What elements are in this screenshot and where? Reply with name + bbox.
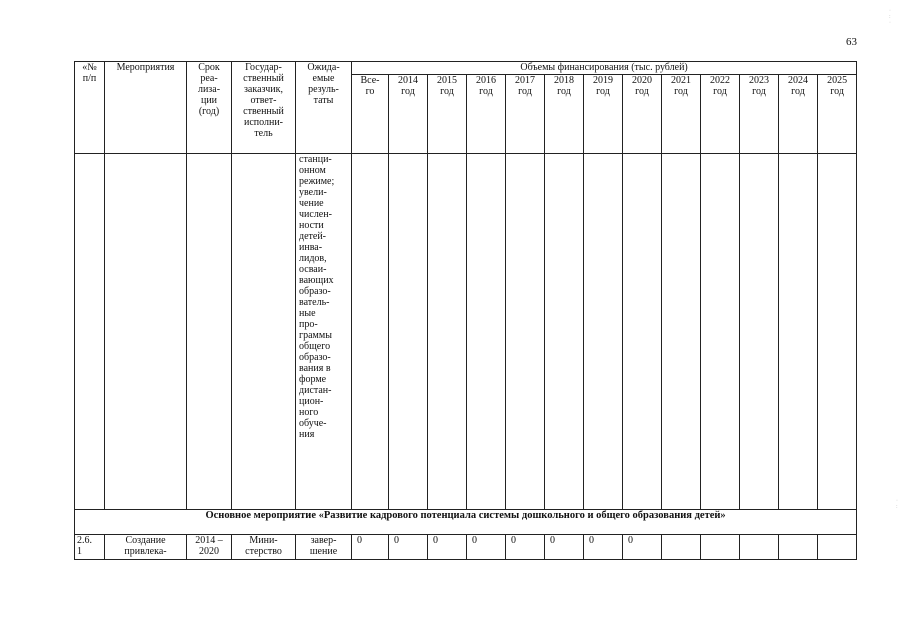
row-value: [740, 535, 779, 560]
row-customer: Мини- стерство: [232, 535, 296, 560]
empty-cell: [428, 154, 467, 510]
empty-cell: [779, 154, 818, 510]
row-value: [662, 535, 701, 560]
scan-marks: · : ·: [889, 8, 891, 26]
row-activity: Создание привлека-: [105, 535, 187, 560]
row-term: 2014 – 2020: [187, 535, 232, 560]
empty-cell: [545, 154, 584, 510]
empty-cell: [818, 154, 857, 510]
header-results: Ожида- емые резуль- таты: [296, 62, 352, 154]
row-value: 0: [545, 535, 584, 560]
header-year: 2019 год: [584, 75, 623, 154]
row-value: 0: [584, 535, 623, 560]
row-value: [818, 535, 857, 560]
header-year: 2023 год: [740, 75, 779, 154]
empty-cell: [740, 154, 779, 510]
row-value: 0: [467, 535, 506, 560]
program-table: [74, 61, 857, 560]
row-value: 0: [623, 535, 662, 560]
empty-cell: [701, 154, 740, 510]
row-value: 0: [428, 535, 467, 560]
empty-cell: [389, 154, 428, 510]
row-result: завер- шение: [296, 535, 352, 560]
scan-marks: · :: [896, 498, 898, 510]
header-activities: Мероприятия: [105, 62, 187, 154]
header-year: 2015 год: [428, 75, 467, 154]
header-funding: Объемы финансирования (тыс. рублей): [352, 62, 857, 75]
empty-cell: [467, 154, 506, 510]
results-continued: станци- онном режиме; увели- чение числен- ности детей- инва- лидов, осваи- вающих образо- ватель- ные про- граммы общего образо- вания в форме дистан- цион- ного обуче- ния: [296, 154, 352, 510]
empty-cell: [75, 154, 105, 510]
row-value: 0: [352, 535, 389, 560]
empty-cell: [187, 154, 232, 510]
empty-cell: [506, 154, 545, 510]
header-year: 2020 год: [623, 75, 662, 154]
section-title: Основное мероприятие «Развитие кадрового потенциала системы дошкольного и общего образования детей»: [75, 510, 857, 535]
header-year: 2021 год: [662, 75, 701, 154]
header-num: «№ п/п: [75, 62, 105, 154]
empty-cell: [584, 154, 623, 510]
row-value: [701, 535, 740, 560]
row-value: 0: [506, 535, 545, 560]
header-year: 2024 год: [779, 75, 818, 154]
empty-cell: [662, 154, 701, 510]
empty-cell: [623, 154, 662, 510]
header-year: 2014 год: [389, 75, 428, 154]
empty-cell: [232, 154, 296, 510]
header-total: Все- го: [352, 75, 389, 154]
row-value: [779, 535, 818, 560]
header-term: Срок реа- лиза- ции (год): [187, 62, 232, 154]
header-year: 2016 год: [467, 75, 506, 154]
empty-cell: [352, 154, 389, 510]
page-number: 63: [846, 36, 857, 48]
row-value: 0: [389, 535, 428, 560]
row-number: 2.6. 1: [75, 535, 105, 560]
header-customer: Государ- ственный заказчик, ответ- ственный исполни- тель: [232, 62, 296, 154]
header-year: 2025 год: [818, 75, 857, 154]
header-year: 2017 год: [506, 75, 545, 154]
empty-cell: [105, 154, 187, 510]
header-year: 2022 год: [701, 75, 740, 154]
header-year: 2018 год: [545, 75, 584, 154]
